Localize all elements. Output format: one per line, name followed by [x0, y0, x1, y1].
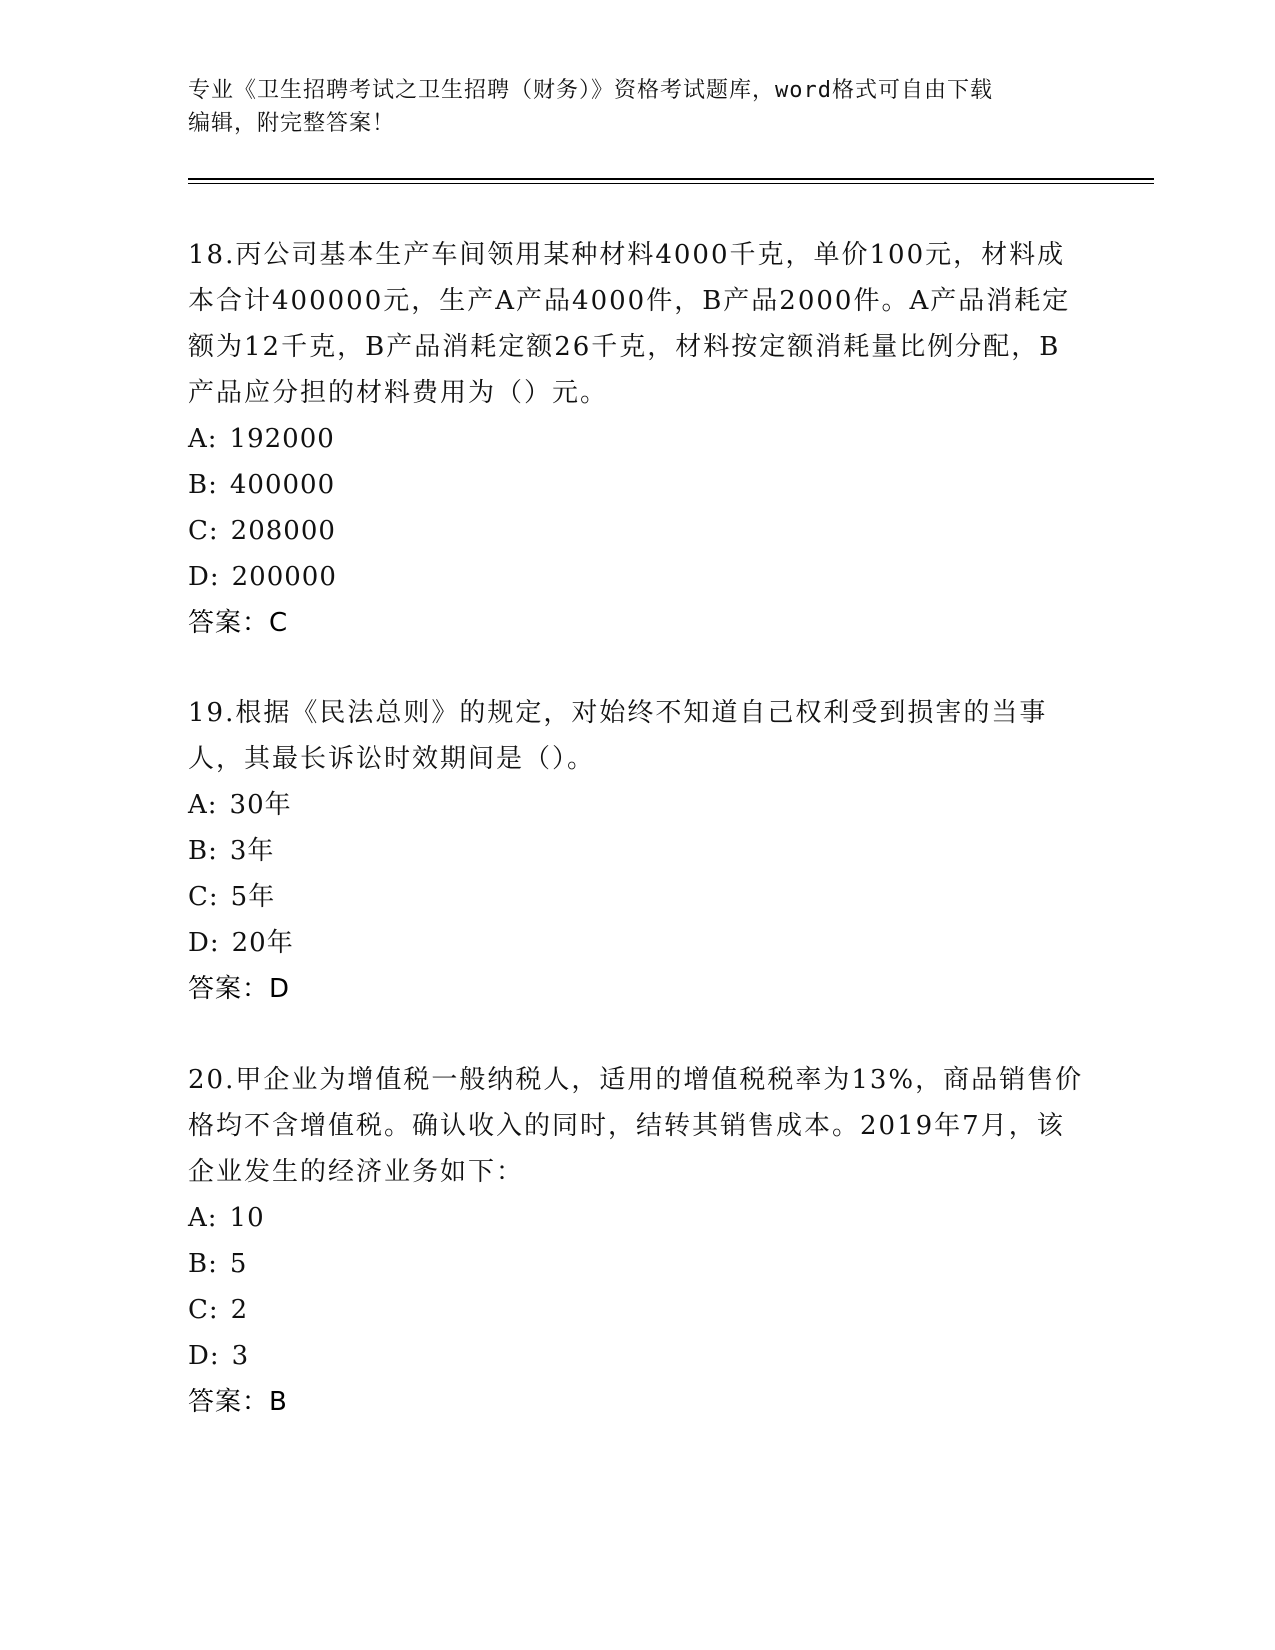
option-c	[188, 874, 1088, 920]
option-value: 20年	[231, 928, 294, 958]
option-c	[188, 1287, 1088, 1333]
header-divider-thin	[188, 183, 1154, 184]
header-line-2: 编辑，附完整答案！	[188, 111, 396, 136]
option-a	[188, 416, 1088, 462]
header-line-1: 专业《卫生招聘考试之卫生招聘（财务）》资格考试题库，word格式可自由下载	[188, 78, 993, 103]
option-a	[188, 782, 1088, 828]
option-letter: B:	[188, 470, 218, 500]
option-letter: B:	[188, 836, 218, 866]
option-value: 200000	[231, 562, 337, 592]
option-list	[188, 782, 1088, 966]
option-value: 10	[229, 1203, 265, 1233]
option-value: 3	[231, 1341, 250, 1371]
option-value: 30年	[229, 790, 292, 820]
option-b	[188, 462, 1088, 508]
option-list	[188, 416, 1088, 600]
option-c	[188, 508, 1088, 554]
option-letter: C:	[188, 882, 219, 912]
option-letter: C:	[188, 1295, 219, 1325]
question-19	[188, 690, 1088, 1012]
option-b	[188, 828, 1088, 874]
option-letter: C:	[188, 516, 219, 546]
option-list	[188, 1195, 1088, 1379]
question-20	[188, 1057, 1088, 1425]
answer-label: 答案：C	[188, 608, 289, 638]
option-value: 5	[229, 1249, 248, 1279]
document-header	[188, 74, 1088, 140]
question-18	[188, 232, 1088, 646]
option-d	[188, 920, 1088, 966]
answer-label: 答案：D	[188, 974, 291, 1004]
option-a	[188, 1195, 1088, 1241]
option-letter: D:	[188, 1341, 220, 1371]
question-stem: 20.甲企业为增值税一般纳税人，适用的增值税税率为13%，商品销售价格均不含增值税。确认收入的同时，结转其销售成本。2019年7月，该企业发生的经济业务如下：	[188, 1065, 1084, 1187]
option-letter: A:	[188, 1203, 218, 1233]
option-letter: D:	[188, 562, 220, 592]
option-value: 3年	[229, 836, 275, 866]
option-letter: B:	[188, 1249, 218, 1279]
option-letter: A:	[188, 424, 218, 454]
answer-label: 答案：B	[188, 1387, 288, 1417]
option-value: 192000	[229, 424, 335, 454]
option-d	[188, 1333, 1088, 1379]
option-b	[188, 1241, 1088, 1287]
option-value: 2	[230, 1295, 249, 1325]
option-d	[188, 554, 1088, 600]
header-divider	[188, 178, 1154, 180]
option-value: 5年	[230, 882, 276, 912]
option-value: 208000	[230, 516, 336, 546]
question-stem: 19.根据《民法总则》的规定，对始终不知道自己权利受到损害的当事人，其最长诉讼时效期间是（）。	[188, 698, 1048, 774]
option-letter: A:	[188, 790, 218, 820]
option-letter: D:	[188, 928, 220, 958]
question-stem: 18.丙公司基本生产车间领用某种材料4000千克，单价100元，材料成本合计400000元，生产A产品4000件，B产品2000件。A产品消耗定额为12千克，B产品消耗定额26千克，材料按定额消耗量比例分配，B产品应分担的材料费用为（）元。	[188, 240, 1071, 408]
option-value: 400000	[229, 470, 336, 500]
